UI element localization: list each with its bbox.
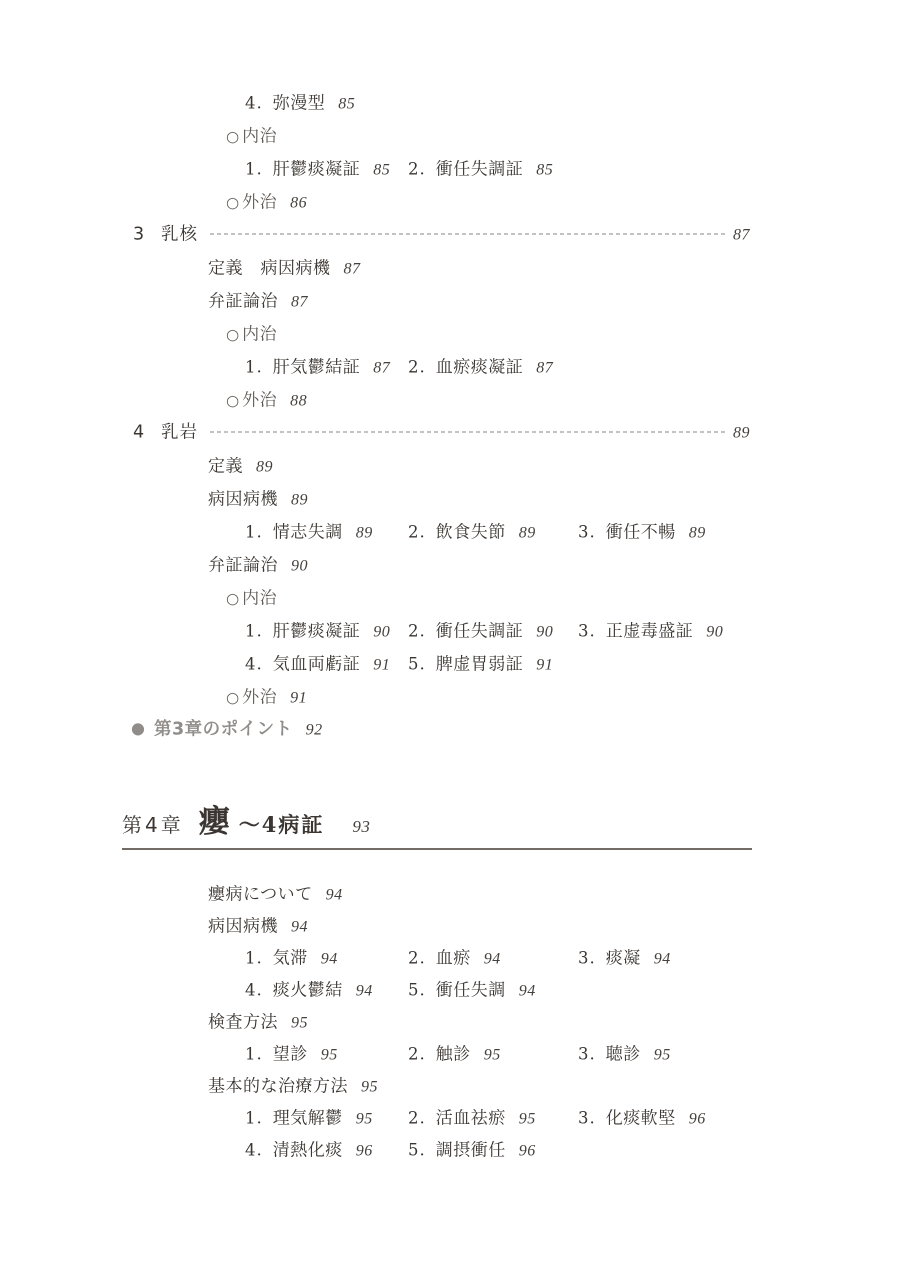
entry-number: 2. bbox=[408, 621, 426, 640]
entry-label: 血瘀 bbox=[435, 948, 471, 969]
toc-line-plain bbox=[0, 1068, 900, 1100]
entry-number: 5. bbox=[408, 654, 426, 673]
toc-entry bbox=[408, 616, 553, 641]
entry-number: 3. bbox=[578, 1044, 596, 1064]
entry-number: 4. bbox=[245, 93, 263, 112]
toc-line-circle bbox=[0, 678, 897, 711]
toc-line-numbered bbox=[0, 513, 900, 546]
toc-entry bbox=[408, 649, 553, 674]
toc-entry bbox=[226, 319, 277, 344]
toc-entry bbox=[245, 649, 390, 674]
entry-number: 4. bbox=[245, 1140, 263, 1160]
toc-entry bbox=[245, 616, 390, 641]
toc-line-numbered bbox=[0, 84, 900, 117]
toc-entry bbox=[408, 154, 553, 179]
chapter-heading bbox=[122, 796, 752, 850]
toc-entry bbox=[245, 1040, 338, 1065]
toc-line-plain bbox=[0, 546, 900, 579]
dotted-leader-line bbox=[210, 432, 725, 433]
entry-page-number: 85 bbox=[536, 161, 554, 178]
toc-entry bbox=[226, 187, 307, 212]
chapter4-list bbox=[0, 876, 900, 1164]
entry-page-number: 94 bbox=[483, 950, 501, 968]
chapter-subtitle: ～4病証 bbox=[238, 812, 325, 837]
entry-number: 3. bbox=[578, 522, 596, 541]
entry-label: 弥漫型 bbox=[272, 93, 326, 113]
entry-label: 触診 bbox=[435, 1044, 471, 1065]
toc-line-numbered bbox=[0, 612, 900, 645]
entry-page-number: 91 bbox=[373, 656, 391, 673]
entry-label: 衝任失調証 bbox=[435, 621, 524, 641]
entry-page-number: 89 bbox=[291, 491, 308, 508]
entry-label: 正虚毒盛証 bbox=[605, 621, 694, 641]
toc-line-plain bbox=[0, 447, 900, 480]
section-page-number: 89 bbox=[733, 424, 750, 441]
entry-label: 外治 bbox=[242, 390, 278, 410]
toc-entry bbox=[245, 976, 373, 1001]
entry-number: 1. bbox=[245, 1108, 263, 1128]
entry-number: 3. bbox=[578, 1108, 596, 1128]
entry-label: 衝任失調証 bbox=[435, 159, 524, 179]
entry-label: 内治 bbox=[242, 126, 278, 146]
entry-page-number: 90 bbox=[373, 623, 391, 640]
toc-line-bullet bbox=[0, 711, 891, 744]
entry-number: 2. bbox=[408, 357, 426, 376]
toc-entry bbox=[226, 121, 277, 146]
toc-entry bbox=[408, 944, 501, 969]
entry-page-number: 91 bbox=[290, 689, 308, 706]
entry-page-number: 88 bbox=[290, 392, 308, 409]
entry-number: 2. bbox=[408, 1108, 426, 1128]
toc-entry bbox=[578, 1040, 671, 1065]
section-title: 乳核 bbox=[161, 224, 198, 244]
entry-label: 望診 bbox=[272, 1044, 308, 1065]
entry-number: 1. bbox=[245, 159, 263, 178]
entry-number: 2. bbox=[408, 522, 426, 541]
entry-label: 飲食失節 bbox=[435, 522, 506, 542]
entry-label: 弁証論治 bbox=[208, 555, 278, 575]
toc-line-plain bbox=[0, 876, 900, 908]
entry-label: 外治 bbox=[242, 192, 278, 212]
toc-entry bbox=[208, 1008, 308, 1033]
toc-line-numbered bbox=[0, 1100, 900, 1132]
toc-line-numbered bbox=[0, 645, 900, 678]
entry-number: 5. bbox=[408, 1140, 426, 1160]
entry-number: 1. bbox=[245, 357, 263, 376]
entry-number: 1. bbox=[245, 621, 263, 640]
entry-label: 肝鬱痰凝証 bbox=[272, 621, 361, 641]
circle-icon: ○ bbox=[226, 589, 240, 607]
entry-page-number: 89 bbox=[688, 524, 706, 541]
entry-number: 5. bbox=[408, 980, 426, 1000]
entry-label: 血瘀痰凝証 bbox=[435, 357, 524, 377]
entry-number: 2. bbox=[408, 948, 426, 968]
entry-page-number: 87 bbox=[373, 359, 391, 376]
chapter-number: 第4章 bbox=[122, 813, 184, 837]
entry-page-number: 95 bbox=[355, 1110, 373, 1128]
entry-page-number: 94 bbox=[291, 918, 308, 936]
entry-page-number: 96 bbox=[688, 1110, 706, 1128]
toc-entry bbox=[226, 682, 307, 707]
entry-label: 癭病について bbox=[208, 884, 313, 905]
toc-entry bbox=[208, 451, 273, 476]
toc-entry bbox=[578, 517, 706, 542]
toc-line-circle bbox=[0, 381, 897, 414]
entry-page-number: 94 bbox=[325, 886, 343, 904]
entry-number: 2. bbox=[408, 159, 426, 178]
entry-page-number: 85 bbox=[373, 161, 391, 178]
entry-page-number: 95 bbox=[291, 1014, 308, 1032]
entry-page-number: 94 bbox=[320, 950, 338, 968]
entry-label: 衝任不暢 bbox=[605, 522, 676, 542]
entry-label: 定義 bbox=[208, 456, 243, 476]
entry-label: 内治 bbox=[242, 324, 278, 344]
entry-page-number: 95 bbox=[653, 1046, 671, 1064]
toc-entry bbox=[245, 352, 390, 377]
toc-entry bbox=[408, 1136, 536, 1161]
entry-page-number: 94 bbox=[653, 950, 671, 968]
toc-entry bbox=[408, 352, 553, 377]
entry-label: 病因病機 bbox=[208, 916, 278, 937]
toc-entry bbox=[408, 976, 536, 1001]
entry-page-number: 85 bbox=[338, 95, 356, 112]
entry-page-number: 96 bbox=[518, 1142, 536, 1160]
entry-page-number: 89 bbox=[518, 524, 536, 541]
entry-label: 化痰軟堅 bbox=[605, 1108, 676, 1129]
entry-label: 清熱化痰 bbox=[272, 1140, 343, 1161]
toc-entry bbox=[245, 1104, 373, 1129]
entry-page-number: 94 bbox=[355, 982, 373, 1000]
entry-label: 衝任失調 bbox=[435, 980, 506, 1001]
toc-line-numbered bbox=[0, 150, 900, 183]
toc-entry bbox=[245, 1136, 373, 1161]
chapter-point-entry bbox=[131, 715, 323, 740]
toc-line-section bbox=[0, 216, 900, 249]
entry-page-number: 89 bbox=[256, 458, 273, 475]
toc-entry bbox=[245, 517, 373, 542]
section-number: 4 bbox=[133, 422, 145, 442]
entry-label: 活血祛瘀 bbox=[435, 1108, 506, 1129]
toc-entry bbox=[245, 88, 355, 113]
section-title: 乳岩 bbox=[161, 422, 198, 442]
toc-line-numbered bbox=[0, 348, 900, 381]
toc-entry bbox=[208, 912, 308, 937]
toc-line-plain bbox=[0, 480, 900, 513]
toc-entry bbox=[578, 1104, 706, 1129]
entry-label: 弁証論治 bbox=[208, 291, 278, 311]
entry-page-number: 94 bbox=[518, 982, 536, 1000]
toc-line-numbered bbox=[0, 940, 900, 972]
entry-page-number: 87 bbox=[536, 359, 554, 376]
entry-label: 痰火鬱結 bbox=[272, 980, 343, 1001]
toc-line-circle bbox=[0, 315, 897, 348]
entry-page-number: 89 bbox=[355, 524, 373, 541]
entry-page-number: 90 bbox=[291, 557, 308, 574]
entry-label: 情志失調 bbox=[272, 522, 343, 542]
toc-line-plain bbox=[0, 282, 900, 315]
entry-page-number: 87 bbox=[343, 260, 361, 277]
entry-page-number: 91 bbox=[536, 656, 554, 673]
toc-entry bbox=[408, 1104, 536, 1129]
toc-entry bbox=[208, 484, 308, 509]
entry-number: 2. bbox=[408, 1044, 426, 1064]
entry-label: 理気解鬱 bbox=[272, 1108, 343, 1129]
entry-page-number: 87 bbox=[291, 293, 308, 310]
toc-line-circle bbox=[0, 117, 897, 150]
entry-label: 聴診 bbox=[605, 1044, 641, 1065]
circle-icon: ○ bbox=[226, 688, 240, 706]
entry-page-number: 95 bbox=[361, 1078, 378, 1096]
toc-entry bbox=[408, 517, 536, 542]
bullet-icon: ● bbox=[131, 718, 145, 737]
dotted-leader-line bbox=[210, 234, 725, 235]
entry-page-number: 95 bbox=[483, 1046, 501, 1064]
entry-label: 脾虚胃弱証 bbox=[435, 654, 524, 674]
toc-line-circle bbox=[0, 579, 897, 612]
toc-section bbox=[133, 418, 750, 443]
entry-page-number: 86 bbox=[290, 194, 308, 211]
toc-entry bbox=[208, 880, 343, 905]
entry-number: 1. bbox=[245, 522, 263, 541]
entry-label: 調摂衝任 bbox=[435, 1140, 506, 1161]
toc-entry bbox=[208, 253, 361, 278]
circle-icon: ○ bbox=[226, 325, 240, 343]
toc-entry bbox=[578, 944, 671, 969]
entry-number: 4. bbox=[245, 980, 263, 1000]
entry-number: 4. bbox=[245, 654, 263, 673]
toc-list bbox=[0, 84, 900, 744]
toc-entry bbox=[208, 550, 308, 575]
entry-page-number: 90 bbox=[706, 623, 724, 640]
entry-label: 痰凝 bbox=[605, 948, 641, 969]
section-number: 3 bbox=[133, 224, 145, 244]
circle-icon: ○ bbox=[226, 127, 240, 145]
entry-page-number: 95 bbox=[320, 1046, 338, 1064]
toc-entry bbox=[408, 1040, 501, 1065]
circle-icon: ○ bbox=[226, 391, 240, 409]
entry-label: 外治 bbox=[242, 687, 278, 707]
toc-line-plain bbox=[0, 908, 900, 940]
entry-page-number: 92 bbox=[305, 721, 323, 738]
entry-label: 内治 bbox=[242, 588, 278, 608]
section-page-number: 87 bbox=[733, 226, 750, 243]
chapter-title: 癭 bbox=[198, 804, 230, 840]
toc-line-numbered bbox=[0, 1036, 900, 1068]
toc-line-numbered bbox=[0, 972, 900, 1004]
entry-label: 気血両虧証 bbox=[272, 654, 361, 674]
chapter-page-number: 93 bbox=[352, 817, 371, 836]
entry-number: 3. bbox=[578, 948, 596, 968]
entry-label: 定義 病因病機 bbox=[208, 258, 331, 278]
circle-icon: ○ bbox=[226, 193, 240, 211]
entry-number: 3. bbox=[578, 621, 596, 640]
toc-entry bbox=[245, 154, 390, 179]
entry-number: 1. bbox=[245, 948, 263, 968]
entry-label: 肝鬱痰凝証 bbox=[272, 159, 361, 179]
entry-label: 気滞 bbox=[272, 948, 308, 969]
toc-line-circle bbox=[0, 183, 897, 216]
entry-page-number: 95 bbox=[518, 1110, 536, 1128]
entry-label: 肝気鬱結証 bbox=[272, 357, 361, 377]
entry-label: 病因病機 bbox=[208, 489, 278, 509]
toc-entry bbox=[208, 1072, 378, 1097]
entry-page-number: 90 bbox=[536, 623, 554, 640]
toc-entry bbox=[245, 944, 338, 969]
entry-page-number: 96 bbox=[355, 1142, 373, 1160]
toc-line-plain bbox=[0, 1004, 900, 1036]
toc-entry bbox=[226, 385, 307, 410]
toc-section bbox=[133, 220, 750, 245]
toc-entry bbox=[208, 286, 308, 311]
entry-label: 第3章のポイント bbox=[153, 719, 293, 739]
toc-entry bbox=[578, 616, 723, 641]
toc-line-plain bbox=[0, 249, 900, 282]
toc-entry bbox=[226, 583, 277, 608]
entry-label: 検査方法 bbox=[208, 1012, 278, 1033]
toc-line-section bbox=[0, 414, 900, 447]
entry-label: 基本的な治療方法 bbox=[208, 1076, 348, 1097]
toc-line-numbered bbox=[0, 1132, 900, 1164]
entry-number: 1. bbox=[245, 1044, 263, 1064]
